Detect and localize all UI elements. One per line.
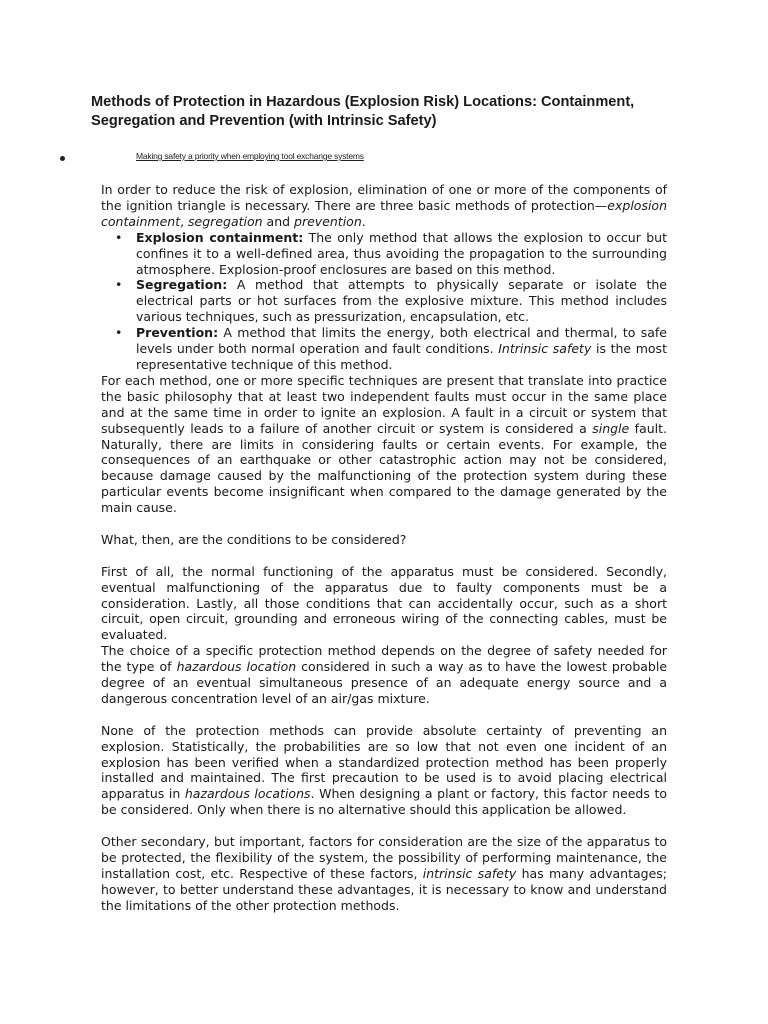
related-article-link[interactable]: Making safety a priority when employing tool exchange systems [136,151,364,161]
intro-paragraph: In order to reduce the risk of explosion, elimination of one or more of the components of the ignition triangle is necessary. There are three basic methods of protection—explosion containment, segregation and prevention. [101,182,667,229]
choice-paragraph: The choice of a specific protection method depends on the degree of safety needed for the type of hazardous location considered in such a way as to have the lowest probable degree of an eventual simultaneous presence of an adequate energy source and a dangerous concentration level of an air/gas mixture. [101,643,668,706]
list-item: • Explosion containment: The only method that allows the explosion to occur but confines it to a well-defined area, thus avoiding the propagation to the surrounding atmosphere. Explosion-proof enclosures are based on this method. [136,230,667,278]
article-body [101,182,667,914]
question-paragraph: What, then, are the conditions to be considered? [101,531,407,547]
certainty-paragraph: None of the protection methods can provide absolute certainty of preventing an explosion. Statistically, the probabilities are so low that not even one incident of an explosion has been verified when a standardized protection method has been properly installed and maintained. The first precaution to be used is to avoid placing electrical apparatus in hazardous locations. When designing a plant or factory, this factor needs to be considered. Only when there is no alternative should this application be allowed. [101,722,667,818]
methods-list [101,230,667,373]
faults-paragraph: For each method, one or more specific techniques are present that translate into practice the basic philosophy that at least two independent faults must occur in the same place and at the same time in order to ignite an explosion. A fault in a circuit or system that subsequently leads to a failure of another circuit or system is considered a single fault. Naturally, there are limits in considering faults or certain events. For example, the consequences of an earthquake or other catastrophic action may not be considered, because damage caused by the malfunctioning of the protection system during these particular events become insignificant when compared to the damage generated by the main cause. [101,372,668,516]
bullet-icon [60,156,65,161]
list-item: • Segregation: A method that attempts to physically separate or isolate the electrical parts or hot surfaces from the explosive mixture. This method includes various techniques, such as pressurization, encapsulation, etc. [136,277,667,325]
page-title: Methods of Protection in Hazardous (Explosion Risk) Locations: Containment, Segregation and Prevention (with Intrinsic Safety) [91,94,635,129]
factors-paragraph: Other secondary, but important, factors for consideration are the size of the apparatus to be protected, the flexibility of the system, the possibility of performing maintenance, the installation cost, etc. Respective of these factors, intrinsic safety has many advantages; however, to better understand these advantages, it is necessary to know and understand the limitations of the other protection methods. [101,834,667,913]
list-item: • Prevention: A method that limits the energy, both electrical and thermal, to safe levels under both normal operation and fault conditions. Intrinsic safety is the most representative technique of this method. [136,325,667,373]
related-link-row [60,151,560,165]
conditions-paragraph: First of all, the normal functioning of the apparatus must be considered. Secondly, eventual malfunctioning of the apparatus due to faulty components must be a consideration. Lastly, all those conditions that can accidentally occur, such as a short circuit, open circuit, grounding and erroneous wiring of the connecting cables, must be evaluated. [101,563,667,643]
